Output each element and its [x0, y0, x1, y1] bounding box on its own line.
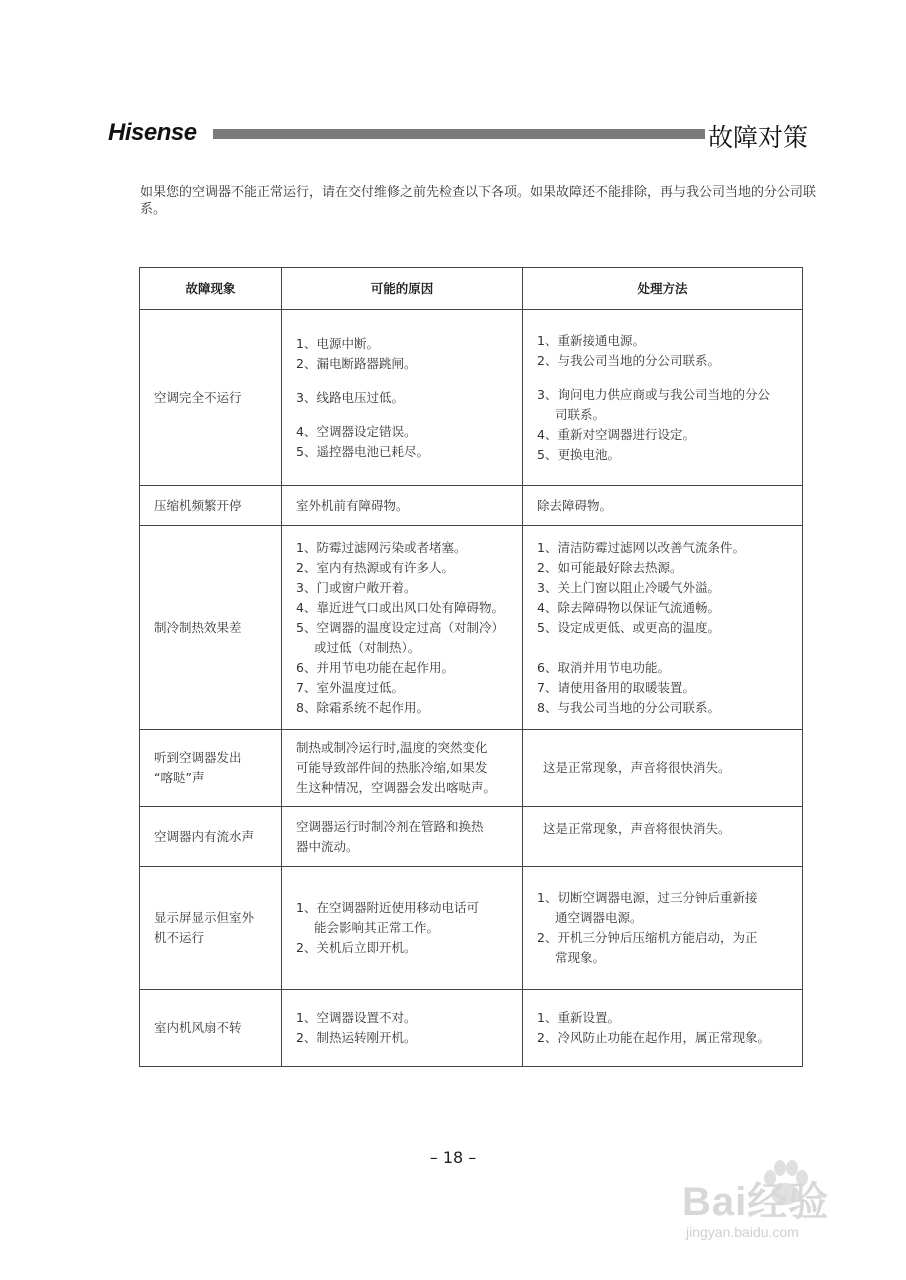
solution-item: 常现象。: [555, 950, 606, 965]
solution-item: 6、取消并用节电功能。: [537, 659, 670, 675]
page-number: – 18 –: [429, 1148, 477, 1167]
solution-cell: [523, 990, 803, 1067]
solution-item: 2、冷风防止功能在起作用，属正常现象。: [537, 1030, 770, 1045]
cause-item: 室外机前有障碍物。: [296, 497, 409, 513]
cause-item: 空调器运行时制冷剂在管路和换热: [296, 818, 484, 834]
solution-cell: [523, 486, 803, 526]
header-symptom: 故障现象: [140, 268, 282, 310]
solution-item: 2、如可能最好除去热源。: [537, 559, 683, 575]
cause-item: 7、室外温度过低。: [296, 679, 404, 695]
solution-item: 2、与我公司当地的分公司联系。: [537, 352, 720, 368]
cause-item: 1、在空调器附近使用移动电话可: [296, 900, 479, 915]
cause-item: 6、并用节电功能在起作用。: [296, 659, 454, 675]
cause-item: 2、室内有热源或有许多人。: [296, 559, 454, 575]
troubleshooting-table: [139, 267, 803, 1067]
table-row: [140, 486, 803, 526]
symptom-cell: [140, 867, 282, 990]
table-row: [140, 310, 803, 486]
solution-item: 通空调器电源。: [555, 910, 643, 925]
solution-item: 1、重新设置。: [537, 1010, 620, 1025]
symptom-line: “喀哒”声: [154, 770, 205, 785]
cause-item: 能会影响其正常工作。: [314, 920, 440, 935]
cause-item: 4、靠近进气口或出风口处有障碍物。: [296, 599, 504, 615]
solution-item: 8、与我公司当地的分公司联系。: [537, 699, 720, 715]
solution-cell: [523, 526, 803, 730]
solution-item: 3、关上门窗以阻止冷暖气外溢。: [537, 579, 720, 595]
page-title: 故障对策: [708, 123, 809, 152]
table-row: [140, 867, 803, 990]
symptom-cell: 空调器内有流水声: [140, 807, 282, 867]
symptom-cell: [140, 730, 282, 807]
cause-item: 3、门或窗户敞开着。: [296, 579, 417, 595]
symptom-line: 机不运行: [154, 930, 205, 945]
solution-cell: [523, 730, 803, 807]
symptom-line: 听到空调器发出: [154, 750, 242, 765]
table-row: [140, 730, 803, 807]
header-rule: [213, 129, 705, 139]
brand-logo: Hisense: [108, 119, 197, 146]
table-row: [140, 807, 803, 867]
cause-item: 可能导致部件间的热胀冷缩,如果发: [296, 760, 488, 775]
symptom-cell: 压缩机频繁开停: [140, 486, 282, 526]
intro-paragraph: 如果您的空调器不能正常运行，请在交付维修之前先检查以下各项。如果故障还不能排除，再与我公司当地的分公司联系。: [140, 185, 817, 217]
symptom-cell: 空调完全不运行: [140, 310, 282, 486]
solution-item: 3、询问电力供应商或与我公司当地的分公: [537, 386, 770, 402]
solution-item: 5、设定成更低、或更高的温度。: [537, 619, 720, 635]
solution-item: 这是正常现象，声音将很快消失。: [543, 821, 731, 836]
cause-item: 2、制热运转刚开机。: [296, 1030, 417, 1045]
table-row: [140, 990, 803, 1067]
header-solution: 处理方法: [523, 268, 803, 310]
solution-item: 2、开机三分钟后压缩机方能启动，为正: [537, 930, 758, 945]
solution-item: 1、切断空调器电源，过三分钟后重新接: [537, 890, 758, 905]
solution-item: 4、重新对空调器进行设定。: [537, 426, 695, 442]
solution-item: 4、除去障碍物以保证气流通畅。: [537, 599, 720, 615]
cause-cell: [282, 526, 523, 730]
solution-item: 这是正常现象，声音将很快消失。: [543, 760, 731, 775]
solution-item: 1、清洁防霉过滤网以改善气流条件。: [537, 539, 745, 555]
table-row: [140, 526, 803, 730]
watermark-logo-text: Bai经验: [682, 1180, 830, 1224]
cause-cell: [282, 867, 523, 990]
symptom-cell: 室内机风扇不转: [140, 990, 282, 1067]
cause-item: 5、空调器的温度设定过高（对制冷）: [296, 619, 504, 635]
cause-item: 4、空调器设定错误。: [296, 423, 417, 439]
cause-item: 1、空调器设置不对。: [296, 1010, 417, 1025]
solution-item: 司联系。: [555, 406, 606, 422]
solution-item: 5、更换电池。: [537, 446, 620, 462]
cause-item: 8、除霜系统不起作用。: [296, 699, 429, 715]
cause-item: 3、线路电压过低。: [296, 389, 404, 405]
cause-item: 1、电源中断。: [296, 335, 379, 351]
solution-item: 7、请使用备用的取暖装置。: [537, 679, 695, 695]
cause-cell: [282, 807, 523, 867]
solution-cell: [523, 807, 803, 867]
solution-cell: [523, 867, 803, 990]
cause-item: 2、关机后立即开机。: [296, 940, 417, 955]
cause-cell: [282, 730, 523, 807]
solution-item: 1、重新接通电源。: [537, 332, 645, 348]
cause-cell: [282, 310, 523, 486]
solution-cell: [523, 310, 803, 486]
cause-item: 2、漏电断路器跳闸。: [296, 355, 417, 371]
symptom-cell: 制冷制热效果差: [140, 526, 282, 730]
watermark-url: jingyan.baidu.com: [686, 1224, 799, 1240]
cause-item: 或过低（对制热）。: [314, 639, 421, 655]
cause-item: 器中流动。: [296, 838, 359, 854]
cause-item: 5、遥控器电池已耗尽。: [296, 443, 429, 459]
cause-item: 1、防霉过滤网污染或者堵塞。: [296, 539, 467, 555]
header-cause: 可能的原因: [282, 268, 523, 310]
solution-item: 除去障碍物。: [537, 497, 613, 513]
watermark: [682, 1150, 852, 1245]
cause-cell: [282, 486, 523, 526]
symptom-line: 显示屏显示但室外: [154, 910, 255, 925]
cause-cell: [282, 990, 523, 1067]
table-header-row: [140, 268, 803, 310]
cause-item: 制热或制冷运行时,温度的突然变化: [296, 740, 488, 755]
cause-item: 生这种情况，空调器会发出喀哒声。: [296, 780, 497, 795]
